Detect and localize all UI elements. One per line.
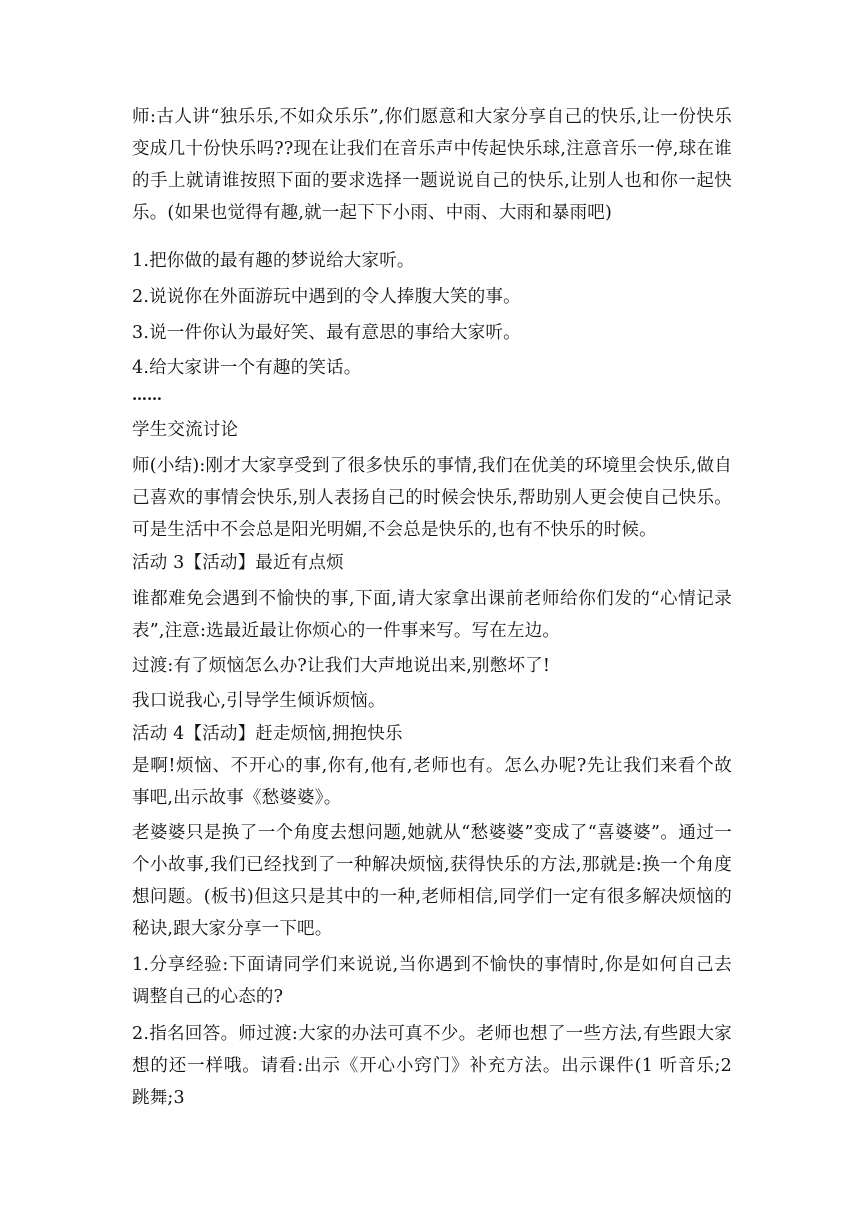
paragraph-express: 我口说我心,引导学生倾诉烦恼。 <box>132 691 386 711</box>
paragraph-record-table: 谁都难免会遇到不愉快的事,下面,请大家拿出课前老师给你们发的“心情记录表”,注意:选最近最让你烦心的一件事来写。写在左边。 <box>132 589 732 641</box>
paragraph-transition: 过渡:有了烦恼怎么办?让我们大声地说出来,别憋坏了! <box>132 656 551 676</box>
list-item-2: 2.说说你在外面游玩中遇到的令人捧腹大笑的事。 <box>132 287 521 307</box>
paragraph-summary: 师(小结):刚才大家享受到了很多快乐的事情,我们在优美的环境里会快乐,做自己喜欢的事情会快乐,别人表扬自己的时候会快乐,帮助别人更会使自己快乐。可是生活中不会总是阳光明媚,不会总是快乐的,也有不快乐的时候。 <box>132 456 732 540</box>
paragraph-discussion: 学生交流讨论 <box>132 420 239 440</box>
list-item-share: 1.分享经验:下面请同学们来说说,当你遇到不愉快的事情时,你是如何自己去调整自己的心态的? <box>132 955 732 1007</box>
paragraph-story: 是啊!烦恼、不开心的事,你有,他有,老师也有。怎么办呢?先让我们来看个故事吧,出示故事《愁婆婆》。 <box>132 756 732 808</box>
list-item-answer: 2.指名回答。师过渡:大家的办法可真不少。老师也想了一些方法,有些跟大家想的还一样哦。请看:出示《开心小窍门》补充方法。出示课件(1 听音乐;2 跳舞;3 <box>132 1024 732 1108</box>
list-item-4: 4.给大家讲一个有趣的笑话。 <box>132 358 362 378</box>
ellipsis: …… <box>132 386 162 404</box>
paragraph-old-lady: 老婆婆只是换了一个角度去想问题,她就从“愁婆婆”变成了“喜婆婆”。通过一个小故事,我们已经找到了一种解决烦恼,获得快乐的方法,那就是:换一个角度想问题。(板书)但这只是其中的一种,老师相信,同学们一定有很多解决烦恼的秘诀,跟大家分享一下吧。 <box>132 823 732 939</box>
list-item-3: 3.说一件你认为最好笑、最有意思的事给大家听。 <box>132 323 521 343</box>
list-item-1: 1.把你做的最有趣的梦说给大家听。 <box>132 251 415 271</box>
heading-activity-4: 活动 4【活动】赶走烦恼,拥抱快乐 <box>132 724 403 744</box>
paragraph-intro: 师:古人讲“独乐乐,不如众乐乐”,你们愿意和大家分享自己的快乐,让一份快乐变成几十份快乐吗??现在让我们在音乐声中传起快乐球,注意音乐一停,球在谁的手上就请谁按照下面的要求选择一题说说自己的快乐,让别人也和你一起快乐。(如果也觉得有趣,就一起下下小雨、中雨、大雨和暴雨吧) <box>132 107 732 223</box>
heading-activity-3: 活动 3【活动】最近有点烦 <box>132 553 344 573</box>
